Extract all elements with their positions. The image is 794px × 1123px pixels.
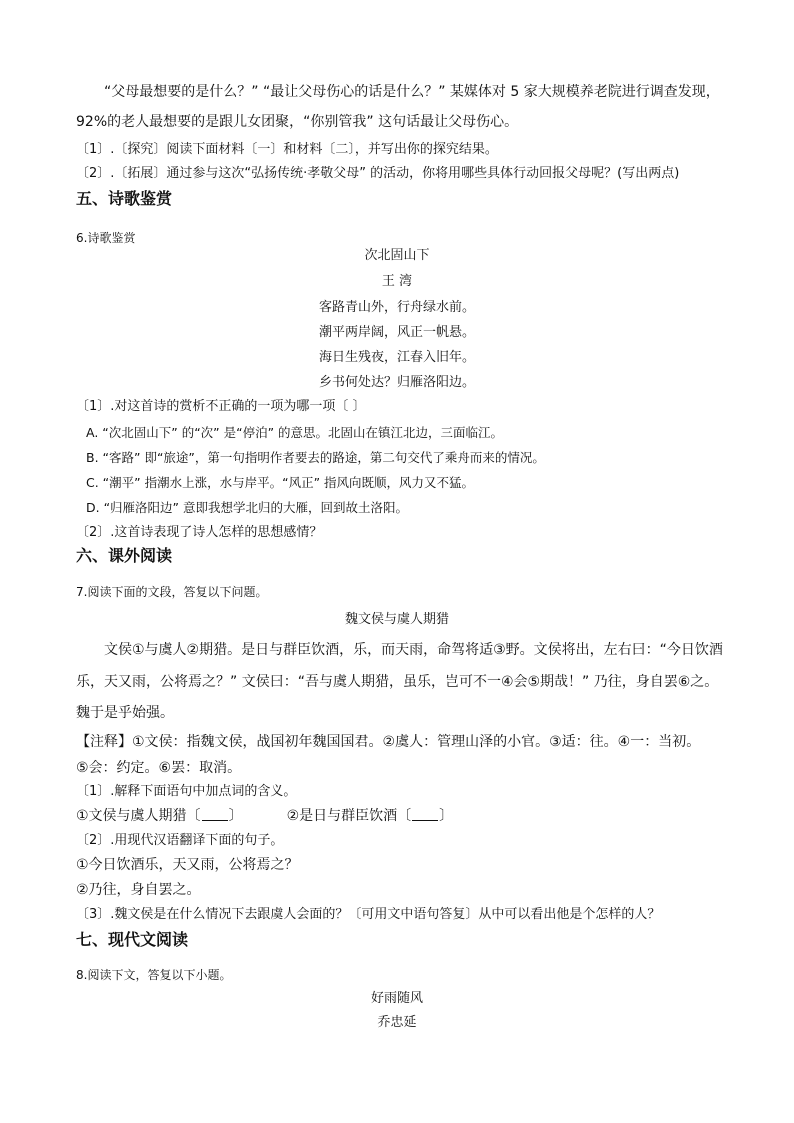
poem-line: 乡书何处达？归雁洛阳边。: [318, 375, 475, 390]
passage-title: 魏文侯与虞人期猎: [344, 612, 449, 627]
answer-option: A. “次北固山下” 的“次” 是“停泊” 的意思。北固山在镇江北边，三面临江。: [86, 425, 504, 440]
poem-author: 王 湾: [381, 274, 413, 289]
answer-option: D. “归雁洛阳边” 意即我想学北归的大雁，回到故土洛阳。: [86, 500, 408, 515]
closing-bracket: 〕: [228, 808, 243, 824]
answer-option: B. “客路” 即“旅途”，第一句指明作者要去的路途，第二句交代了乘舟而来的情况。: [86, 450, 545, 465]
intro-paragraph-line: “父母最想要的是什么？” “最让父母伤心的话是什么？” 某媒体对 5 家大规模养老院进行调查发现，: [104, 84, 720, 100]
annotation-line: ⑤会：约定。⑥罢：取消。: [76, 760, 242, 776]
intro-paragraph-line: 92%的老人最想要的是跟儿女团聚，“你别管我” 这句话最让父母伤心。: [76, 114, 519, 130]
question-text: 〔1〕.解释下面语句中加点词的含义。: [76, 784, 297, 799]
question-text: 〔2〕.这首诗表现了诗人怎样的思想感情？: [76, 525, 323, 540]
poem-title: 次北固山下: [364, 248, 430, 263]
passage-title: 好雨随风: [370, 991, 423, 1006]
annotation-line: 【注释】①文侯：指魏文侯，战国初年魏国国君。②虞人：管理山泽的小官。③适：往。④一：当初。: [76, 734, 701, 750]
question-text: 〔3〕.魏文侯是在什么情况下去跟虞人会面的？〔可用文中语句答复〕从中可以看出他是个怎样的人？: [76, 907, 661, 922]
question-text: 〔1〕.〔探究〕阅读下面材料〔一〕和材料〔二〕，并写出你的探究结果。: [76, 142, 498, 157]
passage-line: 魏于是乎始强。: [76, 705, 174, 721]
answer-option: C. “潮平” 指潮水上涨，水与岸平。“风正” 指风向既顺，风力又不猛。: [86, 475, 475, 490]
sub-question-text: ②乃往，身自罢之。: [76, 882, 201, 898]
sub-question-text: ①文侯与虞人期猎〔: [76, 808, 201, 824]
sub-question-text: ②是日与群臣饮酒〔: [286, 808, 412, 824]
question-text: 〔2〕.用现代汉语翻译下面的句子。: [76, 833, 284, 848]
question-label: 6.诗歌鉴赏: [76, 231, 136, 245]
question-text: 〔1〕.对这首诗的赏析不正确的一项为哪一项〔 〕: [76, 399, 366, 414]
section-heading: 五、诗歌鉴赏: [76, 189, 173, 208]
sub-question-row: [76, 806, 453, 826]
answer-blank[interactable]: [412, 808, 438, 821]
passage-line: 文侯①与虞人②期猎。是日与群臣饮酒，乐，而天雨，命驾将适③野。文侯将出，左右曰：“今日饮酒: [104, 642, 723, 658]
poem-line: 客路青山外，行舟绿水前。: [318, 300, 475, 315]
poem-line: 海日生残夜，江春入旧年。: [318, 350, 475, 365]
poem-line: 潮平两岸阔，风正一帆悬。: [318, 325, 475, 340]
sub-question-text: ①今日饮酒乐，天又雨，公将焉之？: [76, 857, 299, 873]
question-label: 7.阅读下面的文段，答复以下问题。: [76, 585, 268, 599]
answer-blank[interactable]: [202, 808, 228, 821]
question-label: 8.阅读下文，答复以下小题。: [76, 968, 232, 982]
question-text: 〔2〕.〔拓展〕通过参与这次“弘扬传统·孝敬父母” 的活动，你将用哪些具体行动回报父母呢？(写出两点): [76, 166, 680, 181]
section-heading: 七、现代文阅读: [76, 930, 189, 949]
passage-author: 乔忠延: [377, 1015, 417, 1030]
passage-line: 乐，天又雨，公将焉之？” 文侯曰：“吾与虞人期猎，虽乐，岂可不一④会⑤期哉！” 乃往，身自罢⑥之。: [76, 674, 719, 690]
section-heading: 六、课外阅读: [76, 546, 173, 565]
closing-bracket: 〕: [439, 808, 454, 824]
